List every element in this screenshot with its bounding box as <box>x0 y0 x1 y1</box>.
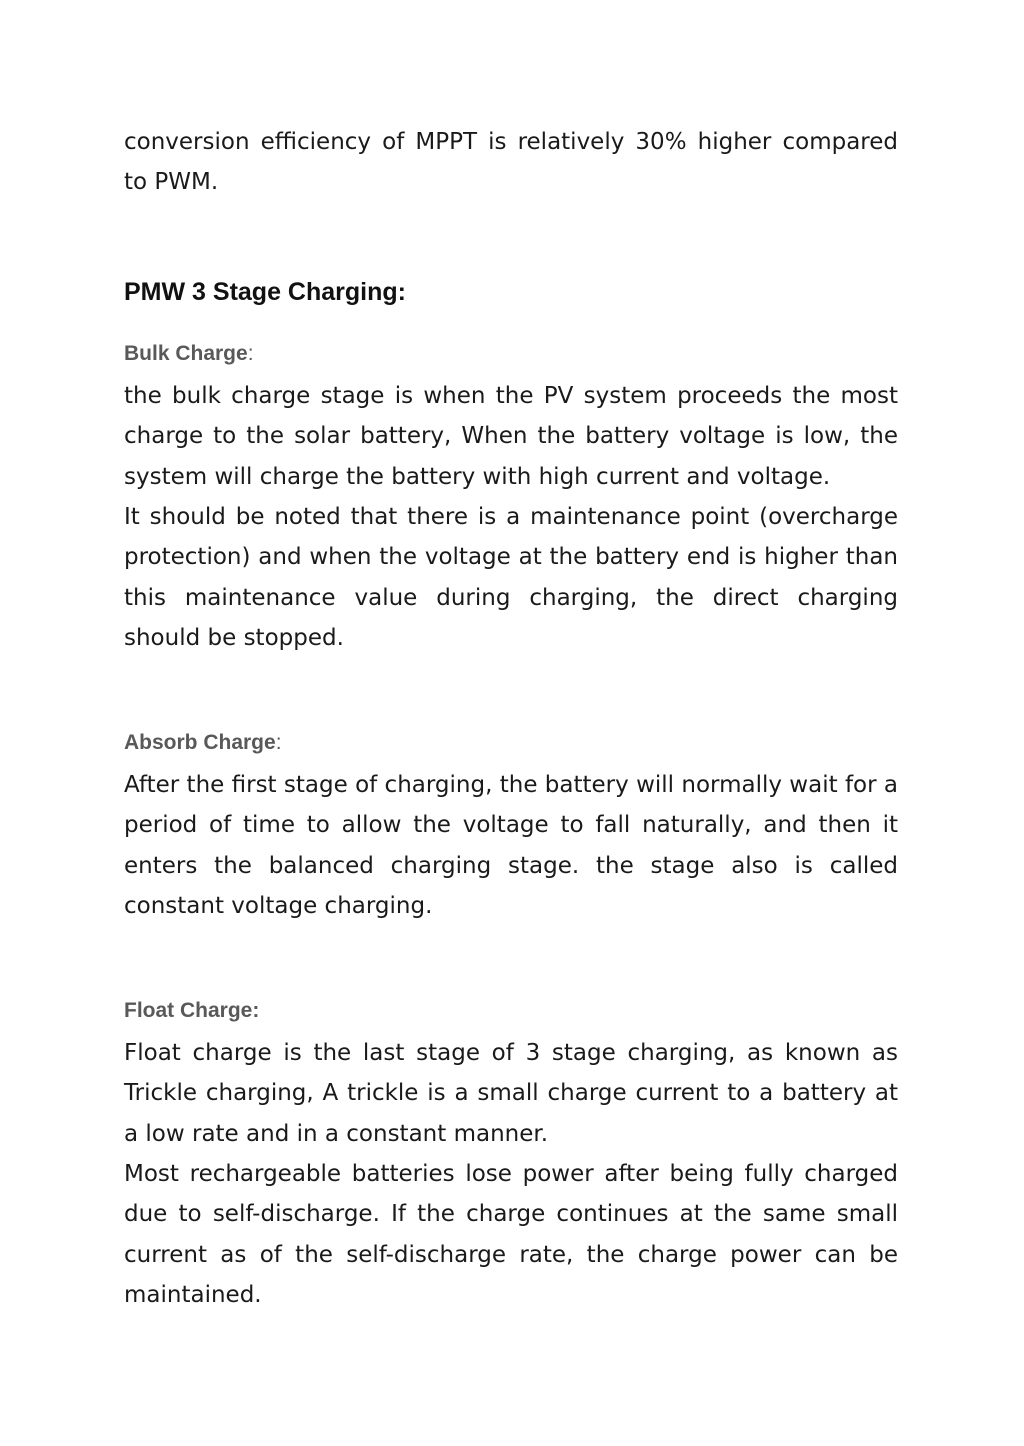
bulk-charge-colon: : <box>247 342 254 365</box>
float-charge-subheading <box>124 999 898 1023</box>
bulk-charge-paragraph-2: It should be noted that there is a maintenance point (overcharge protection) and when the voltage at the battery end is higher than this maintenance value during charging, the direct charging should be stopped. <box>124 504 898 651</box>
float-charge-label: Float Charge: <box>124 999 260 1022</box>
float-charge-paragraph-1: Float charge is the last stage of 3 stage charging, as known as Trickle charging, A trickle is a small charge current to a battery at a low rate and in a constant manner. <box>124 1040 898 1147</box>
absorb-charge-colon: : <box>275 731 282 754</box>
intro-paragraph: conversion efficiency of MPPT is relatively 30% higher compared to PWM. <box>124 129 898 196</box>
bulk-charge-subheading <box>124 342 898 366</box>
float-charge-paragraph-2: Most rechargeable batteries lose power after being fully charged due to self-discharge. If the charge continues at the same small current as of the self-discharge rate, the charge power can be maintained. <box>124 1161 898 1308</box>
bulk-charge-paragraph-1: the bulk charge stage is when the PV system proceeds the most charge to the solar battery, When the battery voltage is low, the system will charge the battery with high current and voltage. <box>124 383 898 490</box>
absorb-charge-label: Absorb Charge <box>124 731 276 754</box>
section-heading: PMW 3 Stage Charging: <box>124 278 406 306</box>
bulk-charge-label: Bulk Charge <box>124 342 248 365</box>
absorb-charge-subheading <box>124 731 898 755</box>
absorb-charge-paragraph: After the first stage of charging, the battery will normally wait for a period of time to allow the voltage to fall naturally, and then it enters the balanced charging stage. the stage also is called constant voltage charging. <box>124 772 898 919</box>
